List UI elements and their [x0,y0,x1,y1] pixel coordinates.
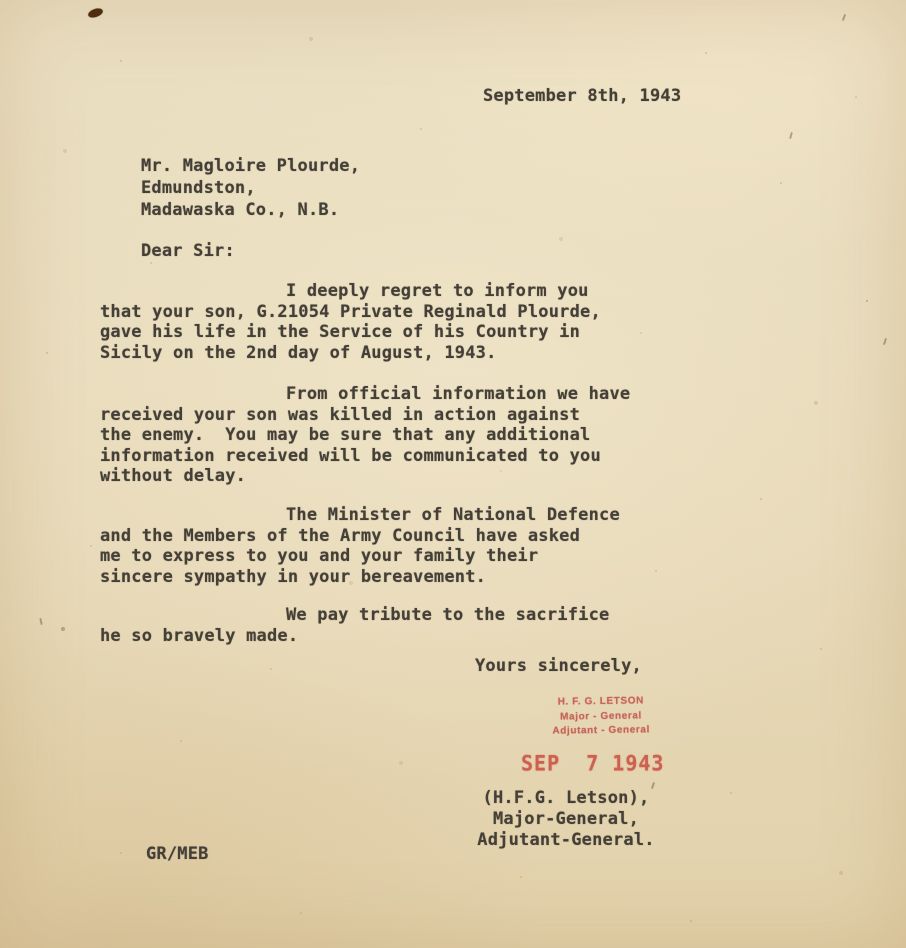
stamp-name: H. F. G. LETSON [557,695,644,708]
address-line-name: Mr. Magloire Plourde, [141,156,361,176]
paragraph-line: the enemy. You may be sure that any additional [100,425,591,445]
paragraph-2 [100,384,630,487]
salutation: Dear Sir: [141,241,235,261]
closing-salutation: Yours sincerely, [475,656,642,676]
signature-name: (H.F.G. Letson), [482,788,650,808]
address-line-county: Madawaska Co., N.B. [141,200,340,220]
paragraph-1 [100,281,601,363]
signature-title: Adjutant-General. [477,830,655,850]
typist-reference: GR/MEB [146,844,209,864]
paragraph-3 [100,505,620,587]
signature-rubber-stamp [528,694,675,740]
ink-blot-mark [87,7,104,19]
signature-rank: Major-General, [492,809,640,829]
paragraph-line: gave his life in the Service of his Country in [100,322,581,342]
letter-date: September 8th, 1943 [483,86,682,106]
paragraph-line: he so bravely made. [100,625,299,646]
stamp-title: Adjutant - General [552,724,650,737]
paragraph-line: The Minister of National Defence [286,505,620,525]
paragraph-line: and the Members of the Army Council have asked [100,525,581,546]
paragraph-line: We pay tribute to the sacrifice [286,605,610,625]
paragraph-line: without delay. [100,466,247,486]
paragraph-line: Sicily on the 2nd day of August, 1943. [100,342,497,363]
received-date-stamp: SEP 7 1943 [521,750,665,776]
stamp-rank: Major - General [560,709,642,723]
paragraph-line: I deeply regret to inform you [286,281,589,301]
paragraph-line: information received will be communicated to you [100,445,601,466]
paragraph-line: me to express to you and your family their [100,546,539,566]
paper-mark [39,618,42,625]
paragraph-line: that your son, G.21054 Private Reginald Plourde, [100,301,601,322]
paragraph-line: From official information we have [286,384,631,404]
address-line-town: Edmundston, [141,178,256,198]
typed-signature-block [458,788,674,851]
paragraph-4 [100,605,609,646]
paper-mark [789,132,793,139]
recipient-address [141,155,360,221]
paper-mark [883,338,887,345]
paper-mark [842,14,846,21]
paragraph-line: received your son was killed in action against [100,404,581,425]
paragraph-line: sincere sympathy in your bereavement. [100,566,487,587]
